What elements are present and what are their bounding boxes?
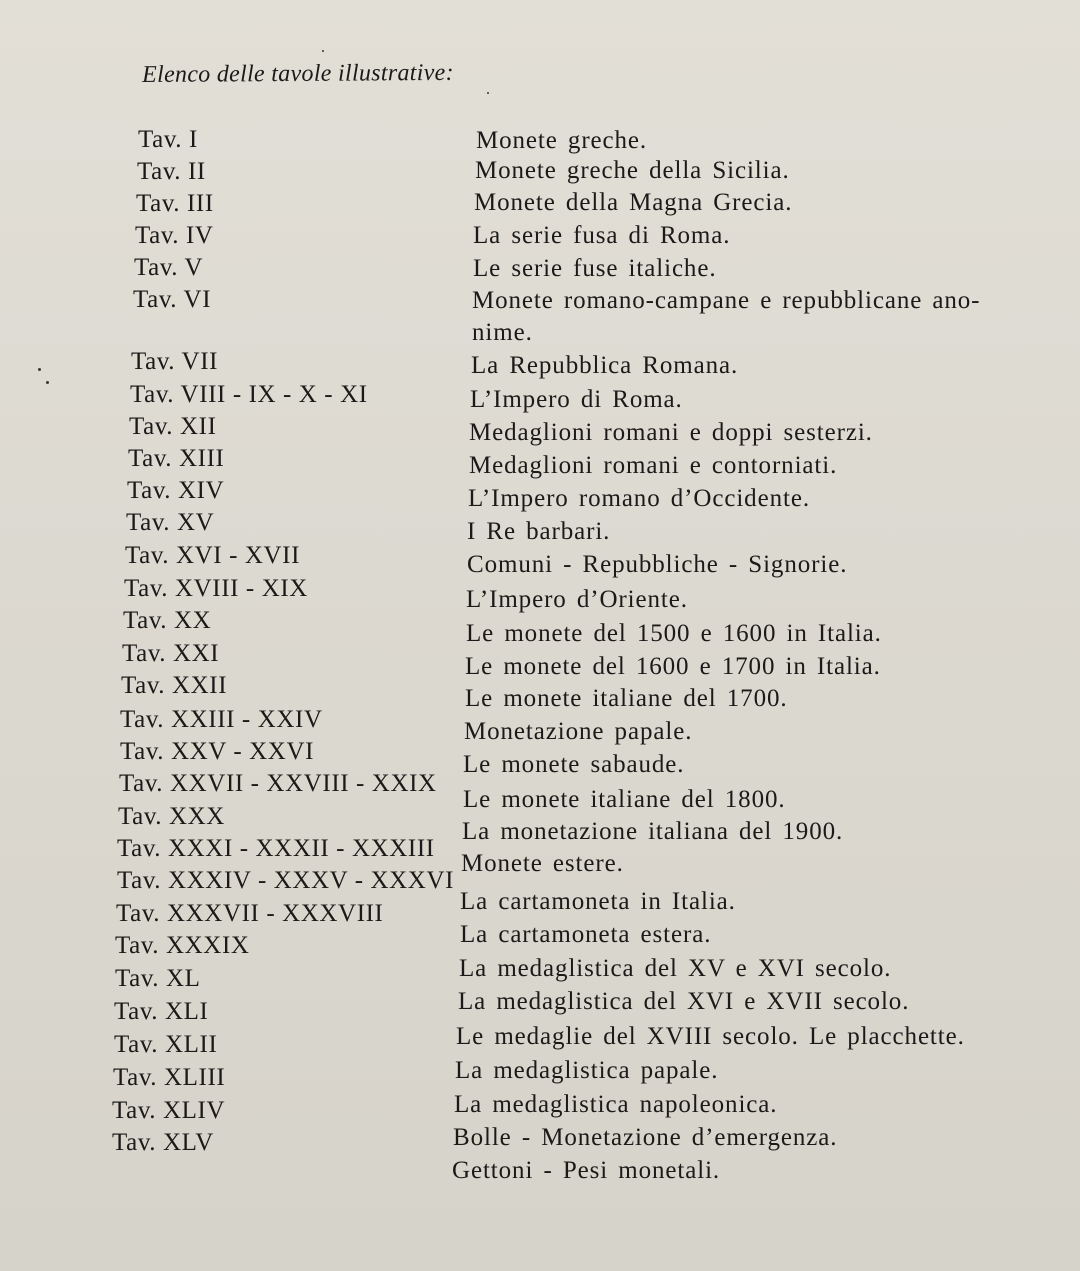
plate-description: La medaglistica napoleonica. (454, 1091, 778, 1118)
plate-description: L’Impero d’Oriente. (466, 586, 688, 613)
plate-description: Monete estere. (461, 850, 624, 877)
plate-description: I Re barbari. (467, 518, 611, 545)
plate-number: Tav. XXXI - XXXII - XXXIII (117, 835, 435, 862)
plate-number: Tav. XXXVII - XXXVIII (116, 900, 384, 927)
plate-number: Tav. V (134, 254, 204, 281)
plate-number: Tav. XXI (122, 640, 220, 667)
plate-number: Tav. XLV (112, 1129, 214, 1156)
plate-description: Le monete italiane del 1800. (463, 786, 786, 813)
plate-number: Tav. XX (123, 607, 212, 634)
plate-number: Tav. XXXIV - XXXV - XXXVI (117, 867, 455, 894)
plate-description: La medaglistica del XVI e XVII secolo. (458, 988, 910, 1015)
plate-number: Tav. VI (133, 286, 212, 313)
plate-number: Tav. XL (115, 965, 201, 992)
plate-description: La cartamoneta estera. (460, 921, 712, 948)
plate-description: Monete greche. (476, 127, 648, 154)
plate-number: Tav. XLIV (112, 1097, 226, 1124)
plate-number: Tav. VII (131, 348, 219, 375)
plate-description: Monetazione papale. (464, 718, 693, 745)
plate-description: Bolle - Monetazione d’emergenza. (453, 1124, 838, 1151)
plate-number: Tav. I (138, 126, 198, 153)
plate-description: La cartamoneta in Italia. (460, 888, 736, 915)
plate-number: Tav. XXII (121, 672, 228, 699)
plate-number: Tav. XXVII - XXVIII - XXIX (119, 770, 437, 797)
plate-number: Tav. XLI (114, 998, 209, 1025)
plate-description: Comuni - Repubbliche - Signorie. (467, 551, 848, 578)
plate-number: Tav. XIII (128, 445, 225, 472)
plate-description: Monete romano-campane e repubblicane ano- (472, 287, 981, 314)
plate-number: Tav. VIII - IX - X - XI (130, 381, 368, 408)
page-title: Elenco delle tavole illustrative: (142, 59, 454, 88)
plate-description: Le serie fuse italiche. (473, 255, 717, 282)
plate-number: Tav. III (136, 190, 214, 217)
plate-description-continued: nime. (472, 319, 533, 346)
plate-number: Tav. II (137, 158, 206, 185)
paper-speck (322, 50, 324, 52)
plate-description: Le monete del 1500 e 1600 in Italia. (466, 620, 882, 647)
plate-description: Le monete del 1600 e 1700 in Italia. (465, 653, 881, 680)
plate-number: Tav. XII (129, 413, 217, 440)
plate-description: L’Impero romano d’Occidente. (468, 485, 810, 512)
paper-speck (487, 92, 489, 94)
plate-description: La Repubblica Romana. (471, 352, 739, 379)
plate-number: Tav. XIV (127, 477, 225, 504)
plate-number: Tav. IV (135, 222, 214, 249)
plate-number: Tav. XVI - XVII (125, 542, 301, 569)
plate-number: Tav. XLII (114, 1031, 218, 1058)
plate-description: La medaglistica papale. (455, 1057, 719, 1084)
plate-description: Le monete sabaude. (463, 751, 685, 778)
plate-number: Tav. XVIII - XIX (124, 575, 308, 602)
paper-speck (46, 381, 49, 384)
plate-description: L’Impero di Roma. (470, 386, 683, 413)
plate-number: Tav. XXXIX (115, 932, 250, 959)
plate-description: La monetazione italiana del 1900. (462, 818, 844, 845)
plate-description: La serie fusa di Roma. (473, 222, 731, 249)
plate-description: Monete greche della Sicilia. (475, 157, 790, 184)
plate-number: Tav. XXX (118, 803, 225, 830)
plate-description: Le medaglie del XVIII secolo. Le placchette. (456, 1023, 965, 1050)
plate-description: Medaglioni romani e contorniati. (469, 452, 838, 479)
plate-description: Medaglioni romani e doppi sesterzi. (469, 419, 873, 446)
plate-number: Tav. XXV - XXVI (120, 738, 315, 765)
plate-description: La medaglistica del XV e XVI secolo. (459, 955, 892, 982)
plate-number: Tav. XXIII - XXIV (120, 706, 323, 733)
plate-description: Le monete italiane del 1700. (465, 685, 788, 712)
plate-number: Tav. XV (126, 509, 215, 536)
plate-description: Monete della Magna Grecia. (474, 189, 793, 216)
paper-speck (38, 368, 41, 371)
plate-number: Tav. XLIII (113, 1064, 226, 1091)
plate-description: Gettoni - Pesi monetali. (452, 1157, 721, 1184)
